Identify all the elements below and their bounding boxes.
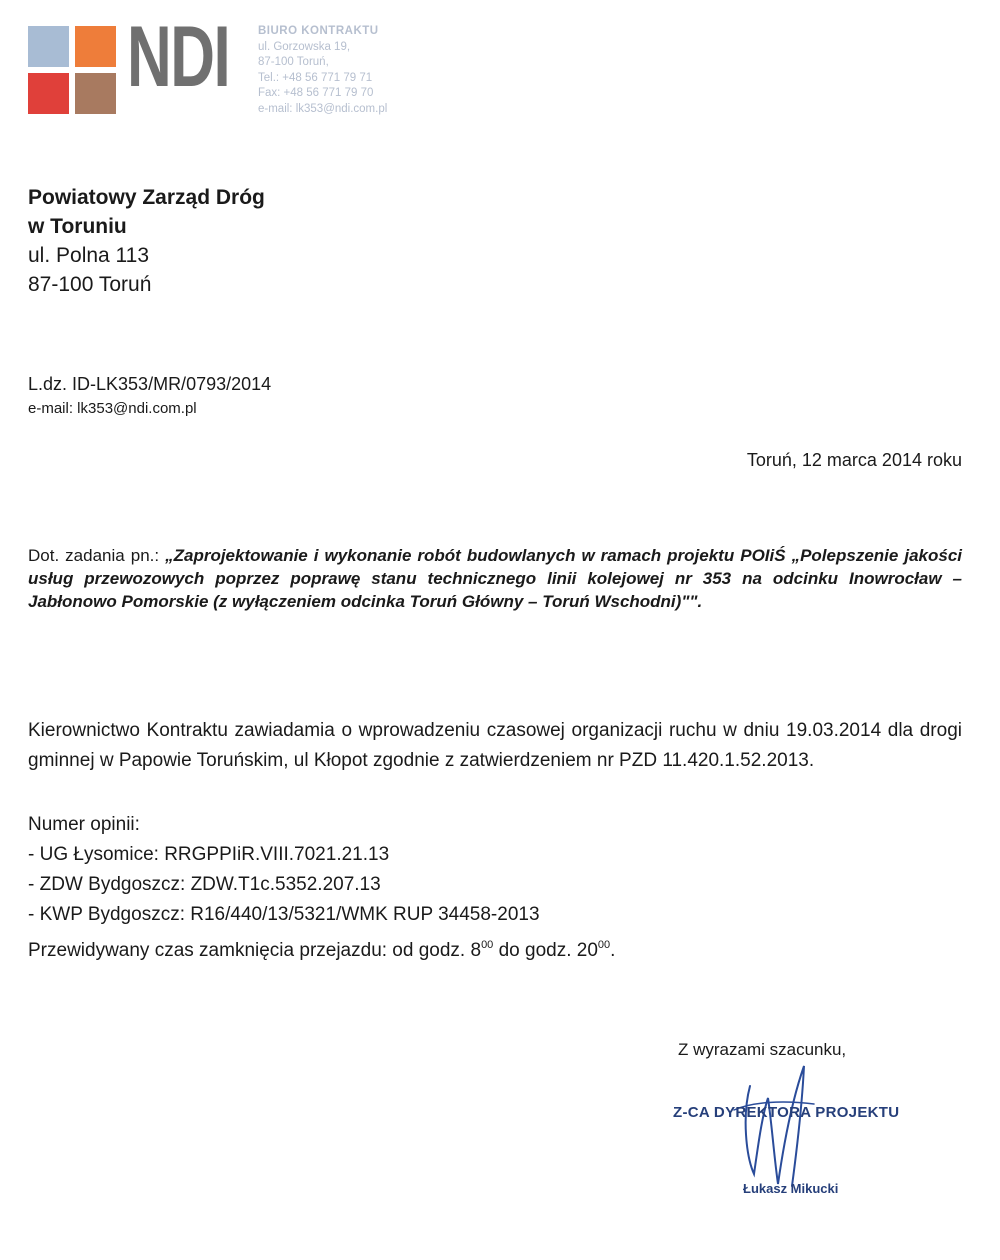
office-line: ul. Gorzowska 19, (258, 40, 351, 53)
recipient-name: Powiatowy Zarząd Dróg (28, 186, 265, 209)
recipient-street: ul. Polna 113 (28, 244, 150, 267)
recipient-name-line2: w Toruniu (28, 215, 127, 238)
handwritten-signature (712, 1046, 832, 1196)
opinions-block (28, 810, 615, 966)
closure-sup-start: 00 (481, 939, 494, 951)
opinion-item: - ZDW Bydgoszcz: ZDW.T1c.5352.207.13 (28, 874, 381, 895)
office-line: Fax: +48 56 771 79 70 (258, 87, 374, 99)
closing-regards: Z wyrazami szacunku, (678, 1040, 847, 1059)
office-line: e-mail: lk353@ndi.com.pl (258, 102, 388, 115)
closure-time (28, 930, 615, 966)
closure-text-before: Przewidywany czas zamknięcia przejazdu: od godz. 8 (28, 940, 482, 961)
signer-name: Łukasz Mikucki (743, 1181, 839, 1196)
logo-square-blue (28, 26, 69, 67)
subject-title: „Zaprojektowanie i wykonanie robót budowlanych w ramach projektu POIiŚ „Polepszenie jakości usług przewozowych poprzez poprawę stanu technicznego linii kolejowej nr 353 na odcinku Inowrocław – Jabłonowo Pomorskie (z wyłączeniem odcinka Toruń Główny – Toruń Wschodni)"". (28, 546, 962, 611)
logo-square-brown (75, 73, 116, 114)
closure-text-middle: do godz. 20 (493, 940, 598, 961)
recipient-address (28, 183, 265, 299)
closure-text-after: . (610, 940, 616, 961)
office-title: BIURO KONTRAKTU (258, 25, 379, 37)
date-line: Toruń, 12 marca 2014 roku (746, 450, 962, 470)
body-paragraph: Kierownictwo Kontraktu zawiadamia o wprowadzeniu czasowej organizacji ruchu w dniu 19.03.2014 dla drogi gminnej w Papowie Toruńskim, ul Kłopot zgodnie z zatwierdzeniem nr PZD 11.420.1.52.2013. (28, 720, 962, 771)
ndi-logo (28, 9, 233, 122)
logo-square-orange (75, 26, 116, 67)
closure-sup-end: 00 (597, 939, 611, 951)
office-line: 87-100 Toruń, (258, 56, 329, 68)
reference-email: e-mail: lk353@ndi.com.pl (28, 400, 197, 417)
reference-number: L.dz. ID-LK353/MR/0793/2014 (28, 374, 272, 394)
office-line: Tel.: +48 56 771 79 71 (258, 71, 373, 84)
subject (28, 544, 962, 613)
contract-office-block (258, 24, 387, 117)
deputy-director-title: Z-CA DYREKTORA PROJEKTU (673, 1104, 900, 1121)
opinion-item: - KWP Bydgoszcz: R16/440/13/5321/WMK RUP 34458-2013 (28, 904, 540, 925)
recipient-city: 87-100 Toruń (28, 273, 152, 296)
subject-prefix: Dot. zadania pn.: (28, 546, 166, 565)
opinions-label: Numer opinii: (28, 814, 140, 835)
logo-wordmark: NDI (127, 9, 230, 105)
opinion-item: - UG Łysomice: RRGPPIiR.VIII.7021.21.13 (28, 844, 390, 865)
logo-square-red (28, 73, 69, 114)
